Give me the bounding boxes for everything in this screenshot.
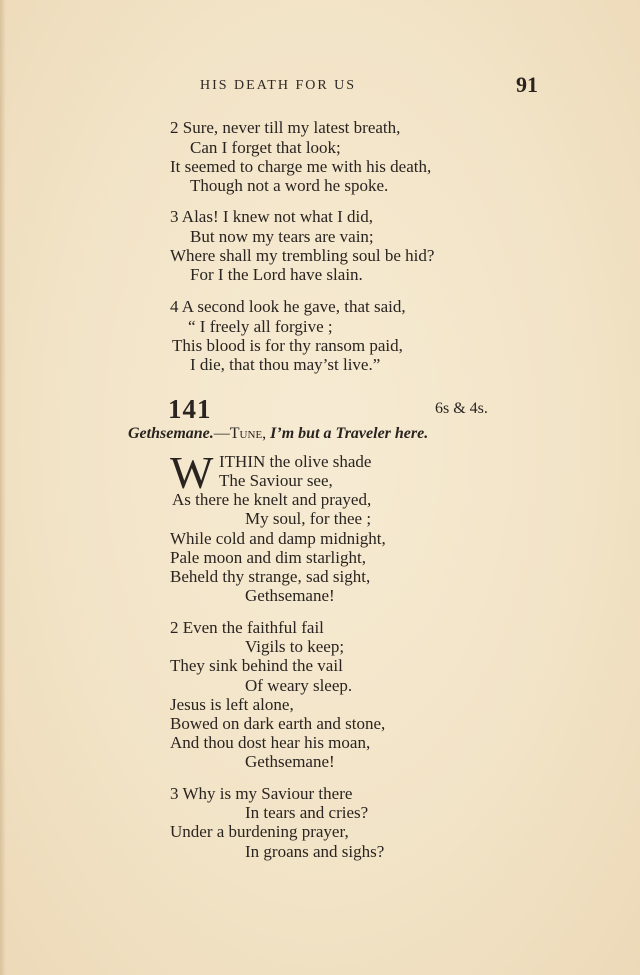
verse-line: This blood is for thy ransom paid, (172, 336, 403, 355)
page-header (0, 72, 640, 98)
verse-line: 3 Why is my Saviour there (170, 784, 353, 803)
verse-line: 4 A second look he gave, that said, (170, 297, 406, 316)
verse-line: It seemed to charge me with his death, (170, 157, 432, 176)
verse-line: The Saviour see, (219, 471, 333, 490)
tune-name: Gethsemane. (128, 425, 214, 442)
verse-line: 3 Alas! I knew not what I did, (170, 207, 374, 226)
verse-line: Beheld thy strange, sad sight, (170, 567, 371, 586)
verse-line: 2 Sure, never till my latest breath, (170, 118, 401, 137)
verse-line: For I the Lord have slain. (190, 265, 363, 284)
verse-line: Jesus is left alone, (170, 695, 294, 714)
hymn-meter: 6s & 4s. (435, 400, 488, 417)
verse-line: But now my tears are vain; (190, 227, 374, 246)
running-head: HIS DEATH FOR US (200, 78, 357, 93)
verse-line: Though not a word he spoke. (190, 176, 389, 195)
verse-line: My soul, for thee ; (245, 509, 372, 528)
verse-line: ITHIN the olive shade (219, 452, 372, 471)
verse-line: And thou dost hear his moan, (170, 733, 371, 752)
verse-line: Bowed on dark earth and stone, (170, 714, 386, 733)
verse-line: Vigils to keep; (245, 637, 345, 656)
verse-line: 2 Even the faithful fail (170, 618, 324, 637)
tune-line (128, 425, 428, 443)
tune-title: I’m but a Traveler here. (270, 425, 429, 442)
verse-line: Where shall my trembling soul be hid? (170, 246, 435, 265)
verse-line: Can I forget that look; (190, 138, 341, 157)
verse-line: I die, that thou may’st live.” (190, 355, 381, 374)
tune-separator: — (213, 425, 230, 442)
verse-line: As there he knelt and prayed, (172, 490, 372, 509)
verse-line: Gethsemane! (245, 586, 335, 605)
verse-line: Under a burdening prayer, (170, 822, 349, 841)
page-edge-shadow (0, 0, 6, 975)
verse-line: In tears and cries? (245, 803, 369, 822)
page-number: 91 (516, 72, 538, 97)
tune-label: Tune, (229, 425, 267, 442)
verse-line: In groans and sighs? (245, 842, 385, 861)
verse-line: “ I freely all forgive ; (188, 317, 333, 336)
verse-line: Pale moon and dim starlight, (170, 548, 366, 567)
verse-line: While cold and damp midnight, (170, 529, 386, 548)
drop-cap: W (170, 447, 214, 498)
hymn-number: 141 (168, 394, 212, 424)
verse-line: Of weary sleep. (245, 676, 353, 695)
verse-line: Gethsemane! (245, 752, 335, 771)
verse-line: They sink behind the vail (170, 656, 343, 675)
